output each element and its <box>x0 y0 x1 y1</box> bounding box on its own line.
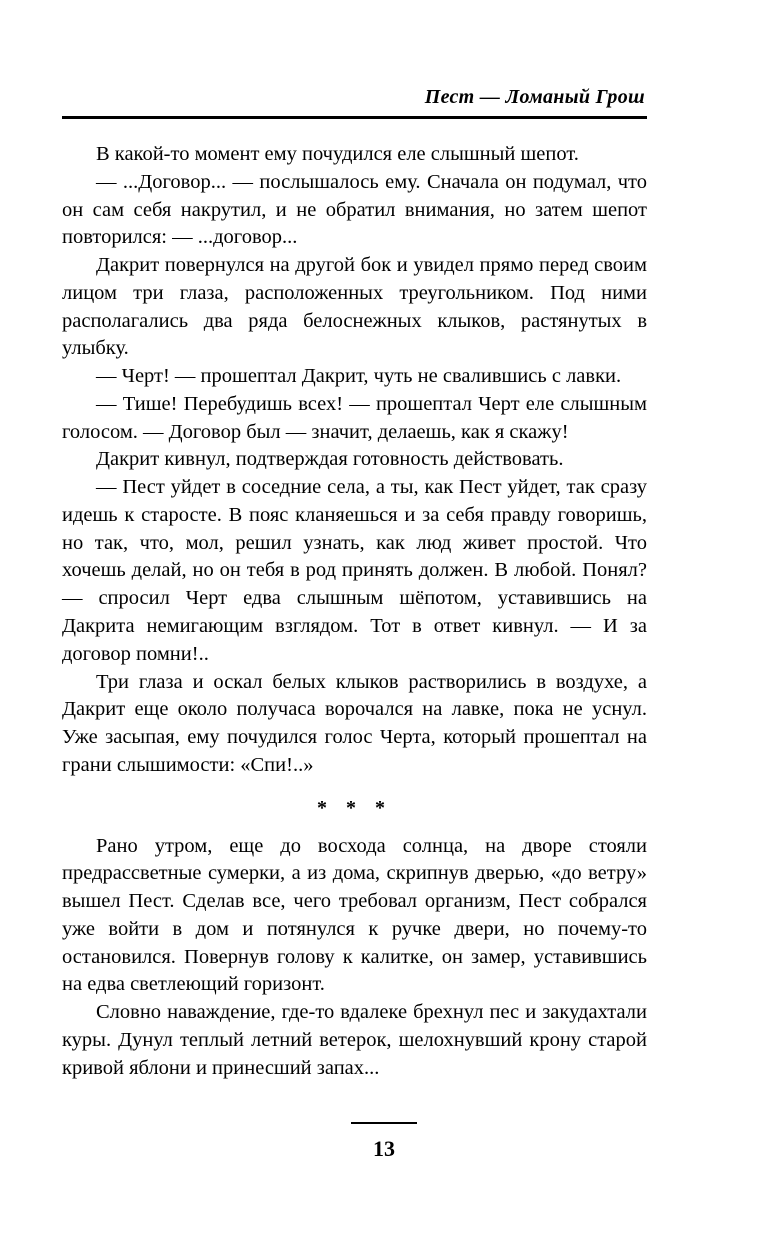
paragraph: Словно наваждение, где-то вдалеке брехнул пес и закудахтали куры. Дунул теплый летний ветерок, шелохнувший крону старой кривой яблони и принесший запах... <box>62 1001 647 1079</box>
paragraph: — ...Договор... — послышалось ему. Сначала он подумал, что он сам себя накрутил, и не обратил внимания, но затем шепот повторился: — ...договор... <box>62 170 647 249</box>
paragraph: Дакрит кивнул, подтверждая готовность действовать. <box>96 448 564 471</box>
running-head: Пест — Ломаный Грош <box>424 86 645 108</box>
paragraph: — Тише! Перебудишь всех! — прошептал Черт еле слышным голосом. — Договор был — значит, делаешь, как я скажу! <box>62 392 647 443</box>
paragraph: Рано утром, еще до восхода солнца, на дворе стояли предрассветные сумерки, а из дома, скрипнув дверью, «до ветру» вышел Пест. Сделав все, чего требовал организм, Пест собрался уже войти в дом и потянулся к ручке двери, но почему-то остановился. Повернув голову к калитке, он замер, уставившись на едва светлеющий горизонт. <box>62 834 647 996</box>
page-footer <box>0 1122 768 1162</box>
paragraph: — Черт! — прошептал Дакрит, чуть не свалившись с лавки. <box>96 365 622 388</box>
page-content <box>62 86 647 1083</box>
section-separator: * * * <box>317 796 392 819</box>
paragraph: Дакрит повернулся на другой бок и увидел прямо перед своим лицом три глаза, расположенных треугольником. Под ними располагались два ряда белоснежных клыков, растянутых в улыбку. <box>62 254 647 360</box>
page-number: 13 <box>373 1136 395 1161</box>
paragraph: — Пест уйдет в соседние села, а ты, как Пест уйдет, так сразу идешь к старосте. В пояс кланяешься и за себя правду говоришь, но так, что, мол, решил узнать, как люд живет простой. Что хочешь делай, но он тебя в род принять должен. В любой. Понял? — спросил Черт едва слышным шёпотом, уставившись на Дакрита немигающим взглядом. Тот в ответ кивнул. — И за договор помни!.. <box>62 476 647 665</box>
footer-rule <box>351 1122 417 1124</box>
paragraph: Три глаза и оскал белых клыков растворились в воздухе, а Дакрит еще около получаса ворочался на лавке, пока не уснул. Уже засыпая, ему почудился голос Черта, который прошептал на грани слышимости: «Спи!..» <box>62 670 647 776</box>
paragraph: В какой-то момент ему почудился еле слышный шепот. <box>96 143 579 165</box>
header-rule <box>62 116 647 119</box>
